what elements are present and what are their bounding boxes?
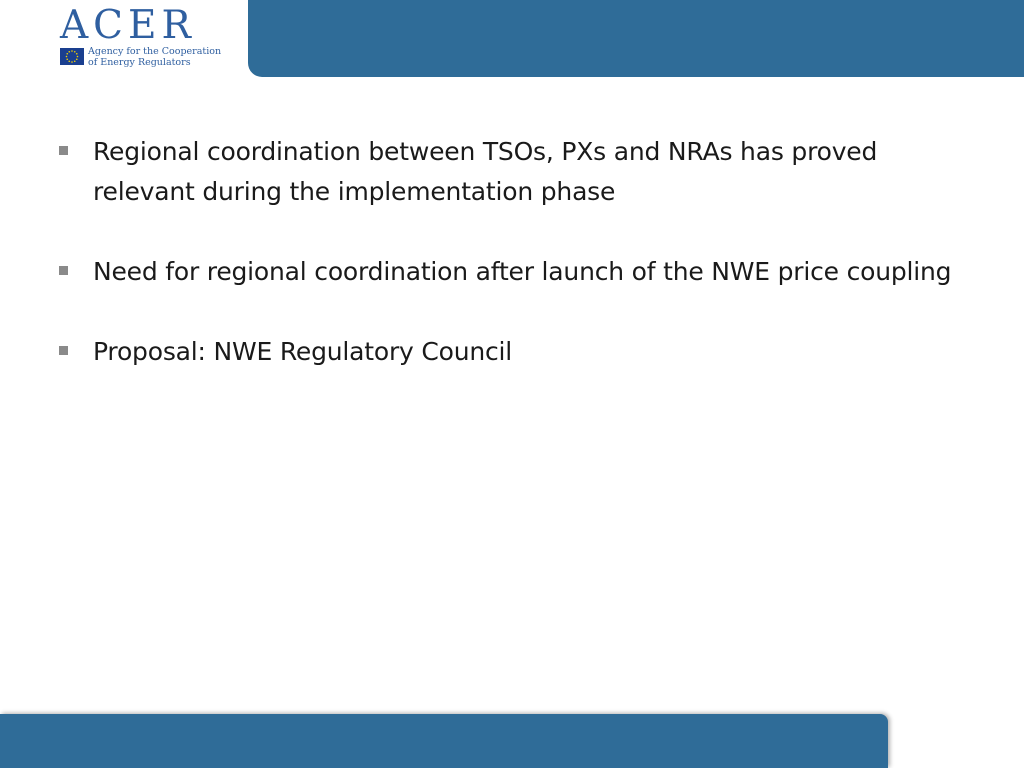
bullet-item <box>58 252 978 292</box>
header-band <box>248 0 1024 77</box>
bullet-list <box>58 132 978 412</box>
bullet-item <box>58 332 978 372</box>
bullet-item <box>58 132 978 212</box>
square-bullet-icon <box>59 266 68 275</box>
eu-flag-icon <box>60 48 84 65</box>
bullet-text: Regional coordination between TSOs, PXs and NRAs has proved relevant during the implementation phase <box>93 137 878 206</box>
bullet-text: Need for regional coordination after launch of the NWE price coupling <box>93 257 952 286</box>
acer-logo <box>58 3 222 68</box>
logo-tagline-line1: Agency for the Cooperation <box>88 46 222 57</box>
logo-wordmark: ACER <box>60 3 196 48</box>
logo-tagline-line2: of Energy Regulators <box>88 57 191 68</box>
logo-tagline <box>88 46 221 68</box>
square-bullet-icon <box>59 146 68 155</box>
square-bullet-icon <box>59 346 68 355</box>
bullet-text: Proposal: NWE Regulatory Council <box>93 337 513 366</box>
footer-band <box>0 714 888 768</box>
